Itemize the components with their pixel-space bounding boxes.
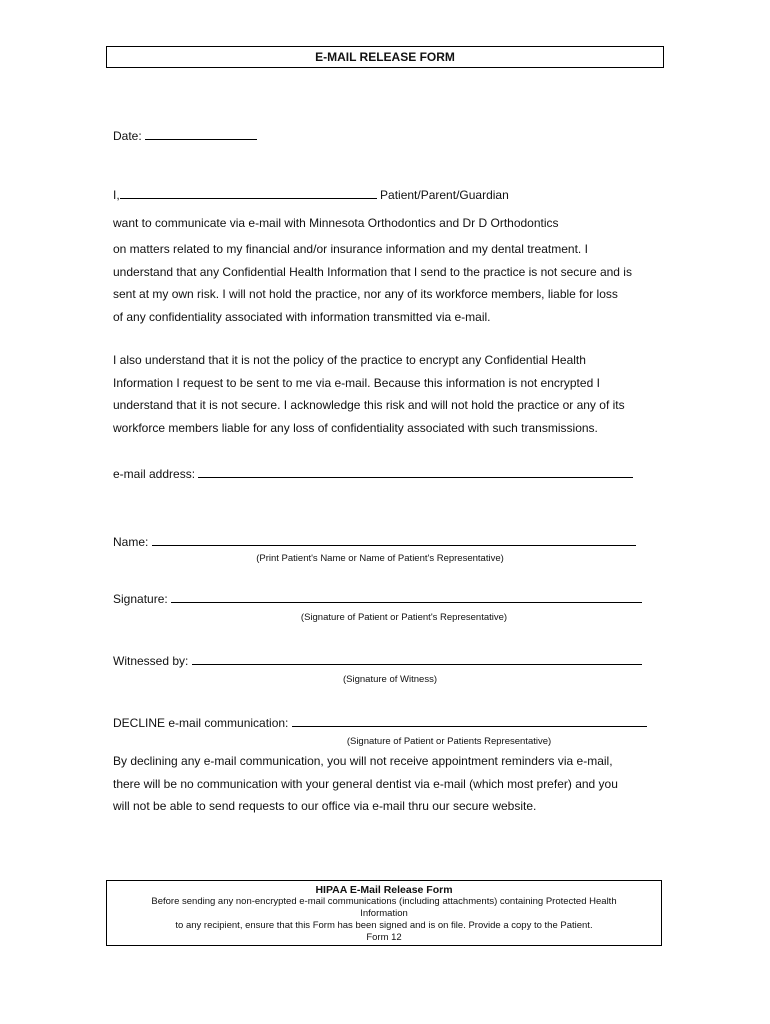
footer-line: Information: [360, 908, 408, 919]
date-label: Date:: [113, 129, 142, 143]
patient-suffix: Patient/Parent/Guardian: [380, 188, 509, 202]
paragraph-line: Information I request to be sent to me via e-mail. Because this information is not encrypted I: [113, 375, 600, 390]
paragraph-1: [113, 238, 673, 328]
paragraph-line: understand that it is not secure. I acknowledge this risk and will not hold the practice or any of its: [113, 398, 625, 412]
email-label: e-mail address:: [113, 467, 196, 481]
footer-notice: [106, 880, 662, 946]
signature-label: Signature:: [113, 592, 168, 606]
footer-form-number: Form 12: [366, 932, 402, 943]
signature-field[interactable]: [171, 590, 642, 603]
signature-caption: (Signature of Patient or Patient's Representative): [300, 612, 508, 623]
name-caption: (Print Patient's Name or Name of Patient's Representative): [256, 553, 504, 564]
email-field[interactable]: [198, 465, 633, 478]
patient-row: [113, 186, 509, 202]
footer-line: Before sending any non-encrypted e-mail communications (including attachments) containing Protected Health: [151, 896, 617, 907]
decline-label: DECLINE e-mail communication:: [113, 716, 289, 730]
paragraph-line: on matters related to my financial and/or insurance information and my dental treatment. I: [113, 242, 588, 256]
paragraph-line: of any confidentiality associated with information transmitted via e-mail.: [113, 309, 491, 324]
date-row: [113, 127, 257, 143]
witness-caption: (Signature of Witness): [343, 674, 437, 685]
paragraph-line: workforce members liable for any loss of confidentiality associated with such transmissions.: [113, 420, 598, 435]
name-field[interactable]: [152, 533, 636, 546]
paragraph-3: [113, 750, 673, 818]
decline-caption: (Signature of Patient or Patients Representative): [346, 736, 552, 747]
patient-name-field[interactable]: [120, 186, 377, 199]
witness-field[interactable]: [192, 652, 642, 665]
paragraph-line: will not be able to send requests to our office via e-mail thru our secure website.: [113, 799, 537, 813]
signature-row: [113, 590, 642, 606]
footer-line: to any recipient, ensure that this Form has been signed and is on file. Provide a copy to the Patient.: [175, 920, 593, 931]
footer-title: HIPAA E-Mail Release Form: [315, 884, 453, 896]
paragraph-line: sent at my own risk. I will not hold the practice, nor any of its workforce members, liable for loss: [113, 287, 618, 301]
form-title: E-MAIL RELEASE FORM: [106, 46, 664, 68]
paragraph-line: understand that any Confidential Health Information that I send to the practice is not secure and is: [113, 264, 632, 279]
paragraph-line: By declining any e-mail communication, you will not receive appointment reminders via e-mail,: [113, 754, 613, 768]
paragraph-line: I also understand that it is not the policy of the practice to encrypt any Confidential Health: [113, 353, 586, 367]
email-row: [113, 465, 633, 481]
paragraph-line: there will be no communication with your general dentist via e-mail (which most prefer) and you: [113, 776, 618, 791]
decline-field[interactable]: [292, 714, 647, 727]
paragraph-2: [113, 349, 673, 439]
intro-line: want to communicate via e-mail with Minnesota Orthodontics and Dr D Orthodontics: [113, 216, 559, 230]
date-field[interactable]: [145, 127, 257, 140]
name-label: Name:: [113, 535, 149, 549]
name-row: [113, 533, 636, 549]
witness-label: Witnessed by:: [113, 654, 189, 668]
decline-row: [113, 714, 647, 730]
patient-prefix: I,: [113, 188, 120, 202]
witness-row: [113, 652, 642, 668]
